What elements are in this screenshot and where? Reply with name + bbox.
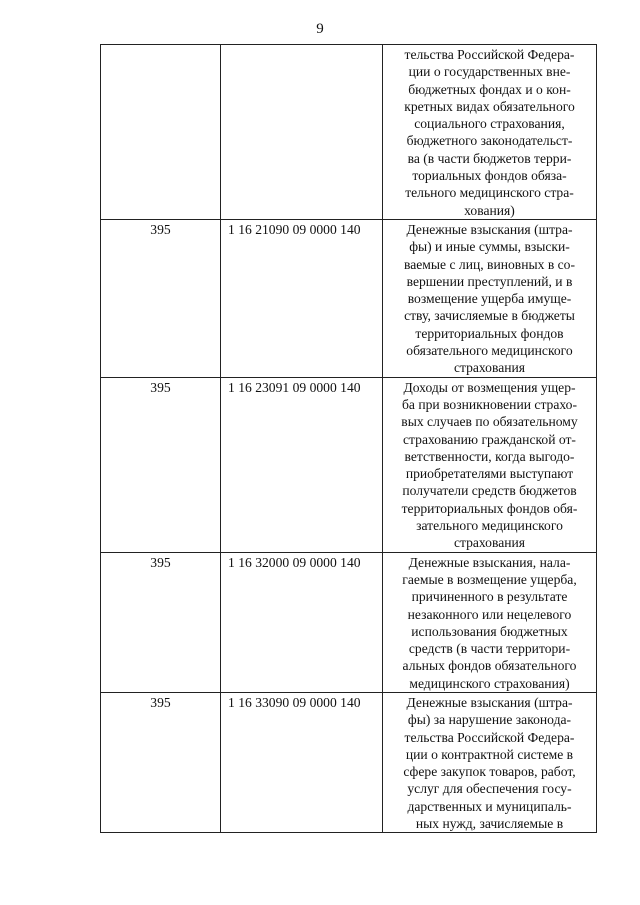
revenue-name-line: страхования (453, 535, 526, 551)
revenue-name-line: Денежные взыскания, нала- (408, 554, 571, 570)
admin-code-cell: 395 (101, 552, 221, 692)
revenue-name-cell (383, 45, 597, 220)
revenue-name-line: Денежные взыскания (штра- (406, 694, 573, 710)
revenue-name-line: медицинского страхования) (409, 675, 570, 691)
revenue-name-line: незаконного или нецелевого (407, 606, 572, 622)
revenue-name-line: вых случаев по обязательному (401, 414, 578, 430)
revenue-name-line: возмещение ущерба имуще- (407, 291, 572, 307)
revenue-name-line: тельства Российской Федера- (404, 47, 575, 62)
revenue-name-line: альных фондов обязательного (402, 658, 577, 674)
revenue-name-line: гаемые в возмещение ущерба, (402, 571, 577, 587)
revenue-name-line: ва (в части бюджетов терри- (407, 150, 572, 166)
admin-code-cell: 395 (101, 692, 221, 832)
revenue-name-line: ции о контрактной системе в (405, 746, 574, 762)
revenue-name-line: ции о государственных вне- (408, 64, 571, 80)
budget-classification-code-cell: 1 16 21090 09 0000 140 (221, 219, 383, 377)
revenue-name-line: ба при возникновении страхо- (402, 396, 577, 412)
table-row (101, 219, 597, 377)
admin-code-cell: 395 (101, 219, 221, 377)
budget-codes-table (100, 44, 597, 833)
revenue-name-line: страхования (453, 360, 526, 376)
revenue-name-line: дарственных и муниципаль- (407, 798, 572, 814)
revenue-name-line: причиненного в результате (411, 589, 568, 605)
revenue-name-line: тельства Российской Федера- (404, 729, 575, 745)
revenue-name-line: хования) (464, 202, 515, 218)
budget-classification-code-cell: 1 16 32000 09 0000 140 (221, 552, 383, 692)
revenue-name-line: Денежные взыскания (штра- (406, 221, 573, 237)
revenue-name-line: бюджетных фондах и о кон- (408, 81, 571, 97)
revenue-name-cell (383, 377, 597, 552)
page-number: 9 (316, 21, 324, 37)
revenue-name-line: услуг для обеспечения госу- (407, 781, 572, 797)
revenue-name-line: получатели средств бюджетов (402, 483, 577, 499)
budget-classification-code-cell: 1 16 33090 09 0000 140 (221, 692, 383, 832)
revenue-name-line: территориальных фондов (415, 325, 564, 341)
revenue-name-line: бюджетного законодательст- (406, 133, 573, 149)
table-body (101, 45, 597, 833)
table-row (101, 552, 597, 692)
revenue-name-line: страхованию гражданской от- (403, 431, 576, 447)
table-row (101, 692, 597, 832)
table-row (101, 45, 597, 220)
revenue-name-cell (383, 219, 597, 377)
revenue-name-line: зательного медицинского (416, 518, 563, 534)
admin-code-cell: 395 (101, 377, 221, 552)
revenue-name-line: ветственности, когда выгодо- (404, 448, 575, 464)
revenue-name-line: кретных видах обязательного (404, 98, 575, 114)
admin-code-cell (101, 45, 221, 220)
revenue-name-line: приобретателями выступают (405, 466, 574, 482)
revenue-name-line: территориальных фондов обя- (401, 500, 578, 516)
revenue-name-line: тельного медицинского стра- (405, 185, 574, 201)
revenue-name-cell (383, 552, 597, 692)
revenue-name-line: Доходы от возмещения ущер- (403, 379, 576, 395)
revenue-name-line: ториальных фондов обяза- (412, 168, 567, 184)
revenue-name-line: средств (в части территори- (408, 641, 571, 657)
revenue-name-line: вершении преступлений, и в (406, 273, 573, 289)
revenue-name-line: сфере закупок товаров, работ, (403, 764, 576, 780)
revenue-name-line: фы) за нарушение законода- (407, 712, 572, 728)
budget-classification-code-cell (221, 45, 383, 220)
revenue-name-line: ных нужд, зачисляемые в (415, 816, 564, 832)
revenue-name-line: ваемые с лиц, виновных в со- (404, 256, 575, 272)
table-row (101, 377, 597, 552)
revenue-name-line: ству, зачисляемые в бюджеты (404, 308, 575, 324)
revenue-name-line: обязательного медицинского (406, 343, 573, 359)
revenue-name-cell (383, 692, 597, 832)
revenue-name-line: фы) и иные суммы, взыски- (409, 239, 570, 255)
budget-classification-code-cell: 1 16 23091 09 0000 140 (221, 377, 383, 552)
revenue-name-line: социального страхования, (414, 116, 565, 132)
revenue-name-line: использования бюджетных (411, 623, 568, 639)
